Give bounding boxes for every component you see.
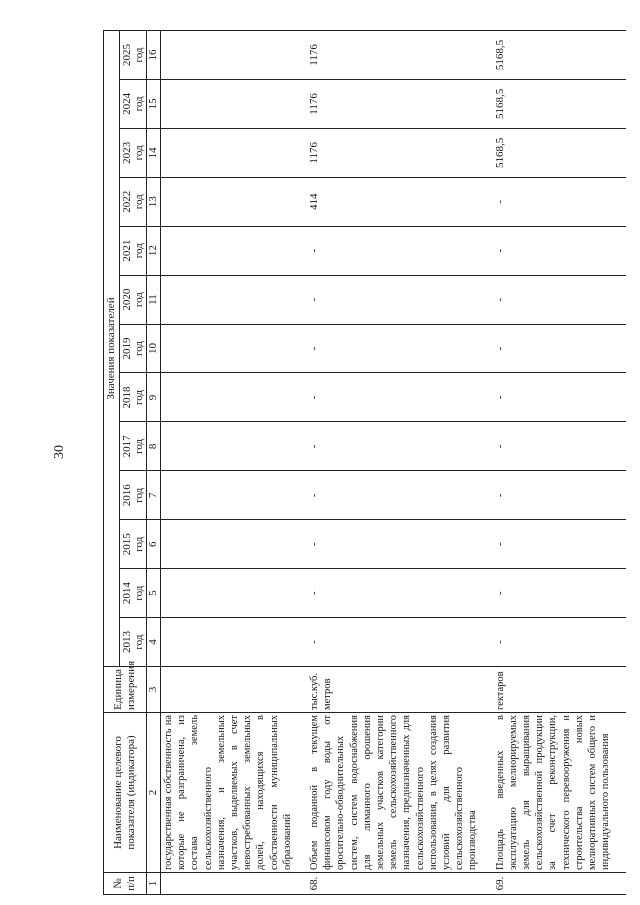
spacer-cell [295,569,307,618]
row-spacer [614,31,626,895]
row-number [161,873,296,895]
year-unit: год [133,145,145,161]
spacer-cell [295,520,307,569]
indicator-value [161,177,296,226]
indicator-value: 5168,5 [493,31,614,80]
column-number: 6 [147,520,161,569]
rotated-table-container [103,30,623,895]
spacer-cell [614,373,626,422]
indicator-value: - [307,422,481,471]
column-number: 11 [147,275,161,324]
spacer-cell [481,422,493,471]
year-number: 2015 [121,533,133,556]
year-number: 2017 [121,435,133,458]
spacer-cell [295,226,307,275]
spacer-cell [481,873,493,895]
indicator-value [161,373,296,422]
indicator-value [161,618,296,667]
table-row [161,31,296,895]
row-number: 68. [307,873,481,895]
spacer-cell [614,324,626,373]
year-unit: год [133,47,145,63]
indicator-value [161,520,296,569]
spacer-cell [614,667,626,713]
year-number: 2014 [121,582,133,605]
year-unit: год [133,96,145,112]
indicator-value [161,471,296,520]
year-unit: год [133,292,145,308]
spacer-cell [481,471,493,520]
indicator-value: - [493,177,614,226]
header-year [120,471,147,520]
indicator-value: - [493,422,614,471]
column-number: 16 [147,31,161,80]
spacer-cell [295,373,307,422]
column-number: 13 [147,177,161,226]
indicator-value [161,226,296,275]
spacer-cell [295,713,307,873]
column-numbers-row [147,31,161,895]
spacer-cell [614,128,626,177]
indicator-value [161,79,296,128]
indicator-value: 1176 [307,79,481,128]
indicator-value: - [307,569,481,618]
year-unit: год [133,389,145,405]
spacer-cell [295,128,307,177]
indicator-unit [161,667,296,713]
indicator-name: Площадь введенных в эксплуатацию мелиорируемых земель для выращивания сельскохозяйственной продукции за счет реконструкции, технического перевооружения и строительства новых мелиоративных систем общего и индивидуального пользования [493,713,614,873]
header-year [120,373,147,422]
indicator-value: - [493,324,614,373]
spacer-cell [481,31,493,80]
indicator-unit: тыс.куб. метров [307,667,481,713]
spacer-cell [481,373,493,422]
spacer-cell [614,471,626,520]
year-unit: год [133,194,145,210]
spacer-cell [481,275,493,324]
indicator-value: - [307,520,481,569]
year-number: 2021 [121,239,133,262]
spacer-cell [481,569,493,618]
spacer-cell [295,31,307,80]
year-number: 2023 [121,141,133,164]
year-number: 2013 [121,631,133,654]
header-no: № п/п [104,873,147,895]
spacer-cell [481,520,493,569]
spacer-cell [295,177,307,226]
indicator-value: - [307,226,481,275]
column-number: 4 [147,618,161,667]
indicator-value: - [493,226,614,275]
column-number: 9 [147,373,161,422]
spacer-cell [481,177,493,226]
column-number: 10 [147,324,161,373]
column-number: 1 [147,873,161,895]
table-row [493,31,614,895]
indicator-value: - [493,569,614,618]
indicator-value: - [307,618,481,667]
header-values-group: Значения показателей [104,31,120,667]
year-number: 2024 [121,92,133,115]
column-number: 12 [147,226,161,275]
row-spacer [295,31,307,895]
header-year [120,79,147,128]
spacer-cell [481,667,493,713]
header-year [120,275,147,324]
page-number-text: 30 [52,445,67,459]
header-year [120,569,147,618]
column-number: 14 [147,128,161,177]
year-number: 2018 [121,386,133,409]
indicator-value: - [307,471,481,520]
year-number: 2016 [121,484,133,507]
header-row [104,31,120,895]
spacer-cell [295,873,307,895]
column-number: 2 [147,713,161,873]
spacer-cell [614,31,626,80]
year-number: 2019 [121,337,133,360]
row-number: 69. [493,873,614,895]
column-number: 7 [147,471,161,520]
indicator-value: - [493,471,614,520]
spacer-cell [614,79,626,128]
column-number: 5 [147,569,161,618]
spacer-cell [481,79,493,128]
spacer-cell [481,713,493,873]
indicator-value: - [493,275,614,324]
header-year [120,422,147,471]
spacer-cell [614,713,626,873]
spacer-cell [481,618,493,667]
indicator-value: 5168,5 [493,128,614,177]
header-year [120,128,147,177]
spacer-cell [481,324,493,373]
year-unit: год [133,438,145,454]
spacer-cell [481,226,493,275]
year-unit: год [133,585,145,601]
year-unit: год [133,634,145,650]
indicator-value: - [493,618,614,667]
spacer-cell [295,275,307,324]
indicator-value [161,31,296,80]
indicator-value: 1176 [307,31,481,80]
header-name: Наименование целевого показателя (индикатора) [104,713,147,873]
year-unit: год [133,487,145,503]
year-number: 2022 [121,190,133,213]
indicator-value: - [307,324,481,373]
indicator-value: - [493,373,614,422]
header-year [120,618,147,667]
year-unit: год [133,243,145,259]
indicator-value [161,569,296,618]
year-number: 2020 [121,288,133,311]
spacer-cell [614,618,626,667]
spacer-cell [295,667,307,713]
indicator-value [161,275,296,324]
spacer-cell [614,177,626,226]
header-year [120,226,147,275]
indicator-value: 1176 [307,128,481,177]
spacer-cell [295,324,307,373]
indicator-value: - [307,275,481,324]
column-number: 3 [147,667,161,713]
year-number: 2025 [121,43,133,66]
indicator-value [161,128,296,177]
spacer-cell [614,873,626,895]
indicator-value: - [307,373,481,422]
header-year [120,177,147,226]
year-unit: год [133,536,145,552]
indicators-table [103,30,626,895]
header-year [120,324,147,373]
column-number: 15 [147,79,161,128]
spacer-cell [614,569,626,618]
indicator-value [161,422,296,471]
header-year [120,520,147,569]
spacer-cell [481,128,493,177]
spacer-cell [295,471,307,520]
indicator-unit: гектаров [493,667,614,713]
row-spacer [481,31,493,895]
spacer-cell [614,226,626,275]
table-row [307,31,481,895]
indicator-value: 5168,5 [493,79,614,128]
header-unit: Единица измерения [104,667,147,713]
spacer-cell [295,618,307,667]
indicator-value [161,324,296,373]
indicator-value: 414 [307,177,481,226]
indicator-name: государственная собственность на которые не разграничена, из состава земель сельскохозяйственного назначения, и земельных участков, выделяемых в счет невостребованных земельных долей, находящихся в собственности муниципальных образований [161,713,296,873]
header-year [120,31,147,80]
indicator-value: - [493,520,614,569]
spacer-cell [614,275,626,324]
spacer-cell [295,422,307,471]
spacer-cell [614,520,626,569]
column-number: 8 [147,422,161,471]
indicator-name: Объем поданной в текущем финансовом году воды от оросительно-обводнительных систем, систем водоснабжения для лиманного орошения земельных участков категории земель сельскохозяйственного назначения, предназначенных для сельскохозяйственного использования, в целях создания условий для развития сельскохозяйственного производства [307,713,481,873]
year-unit: год [133,341,145,357]
spacer-cell [295,79,307,128]
spacer-cell [614,422,626,471]
